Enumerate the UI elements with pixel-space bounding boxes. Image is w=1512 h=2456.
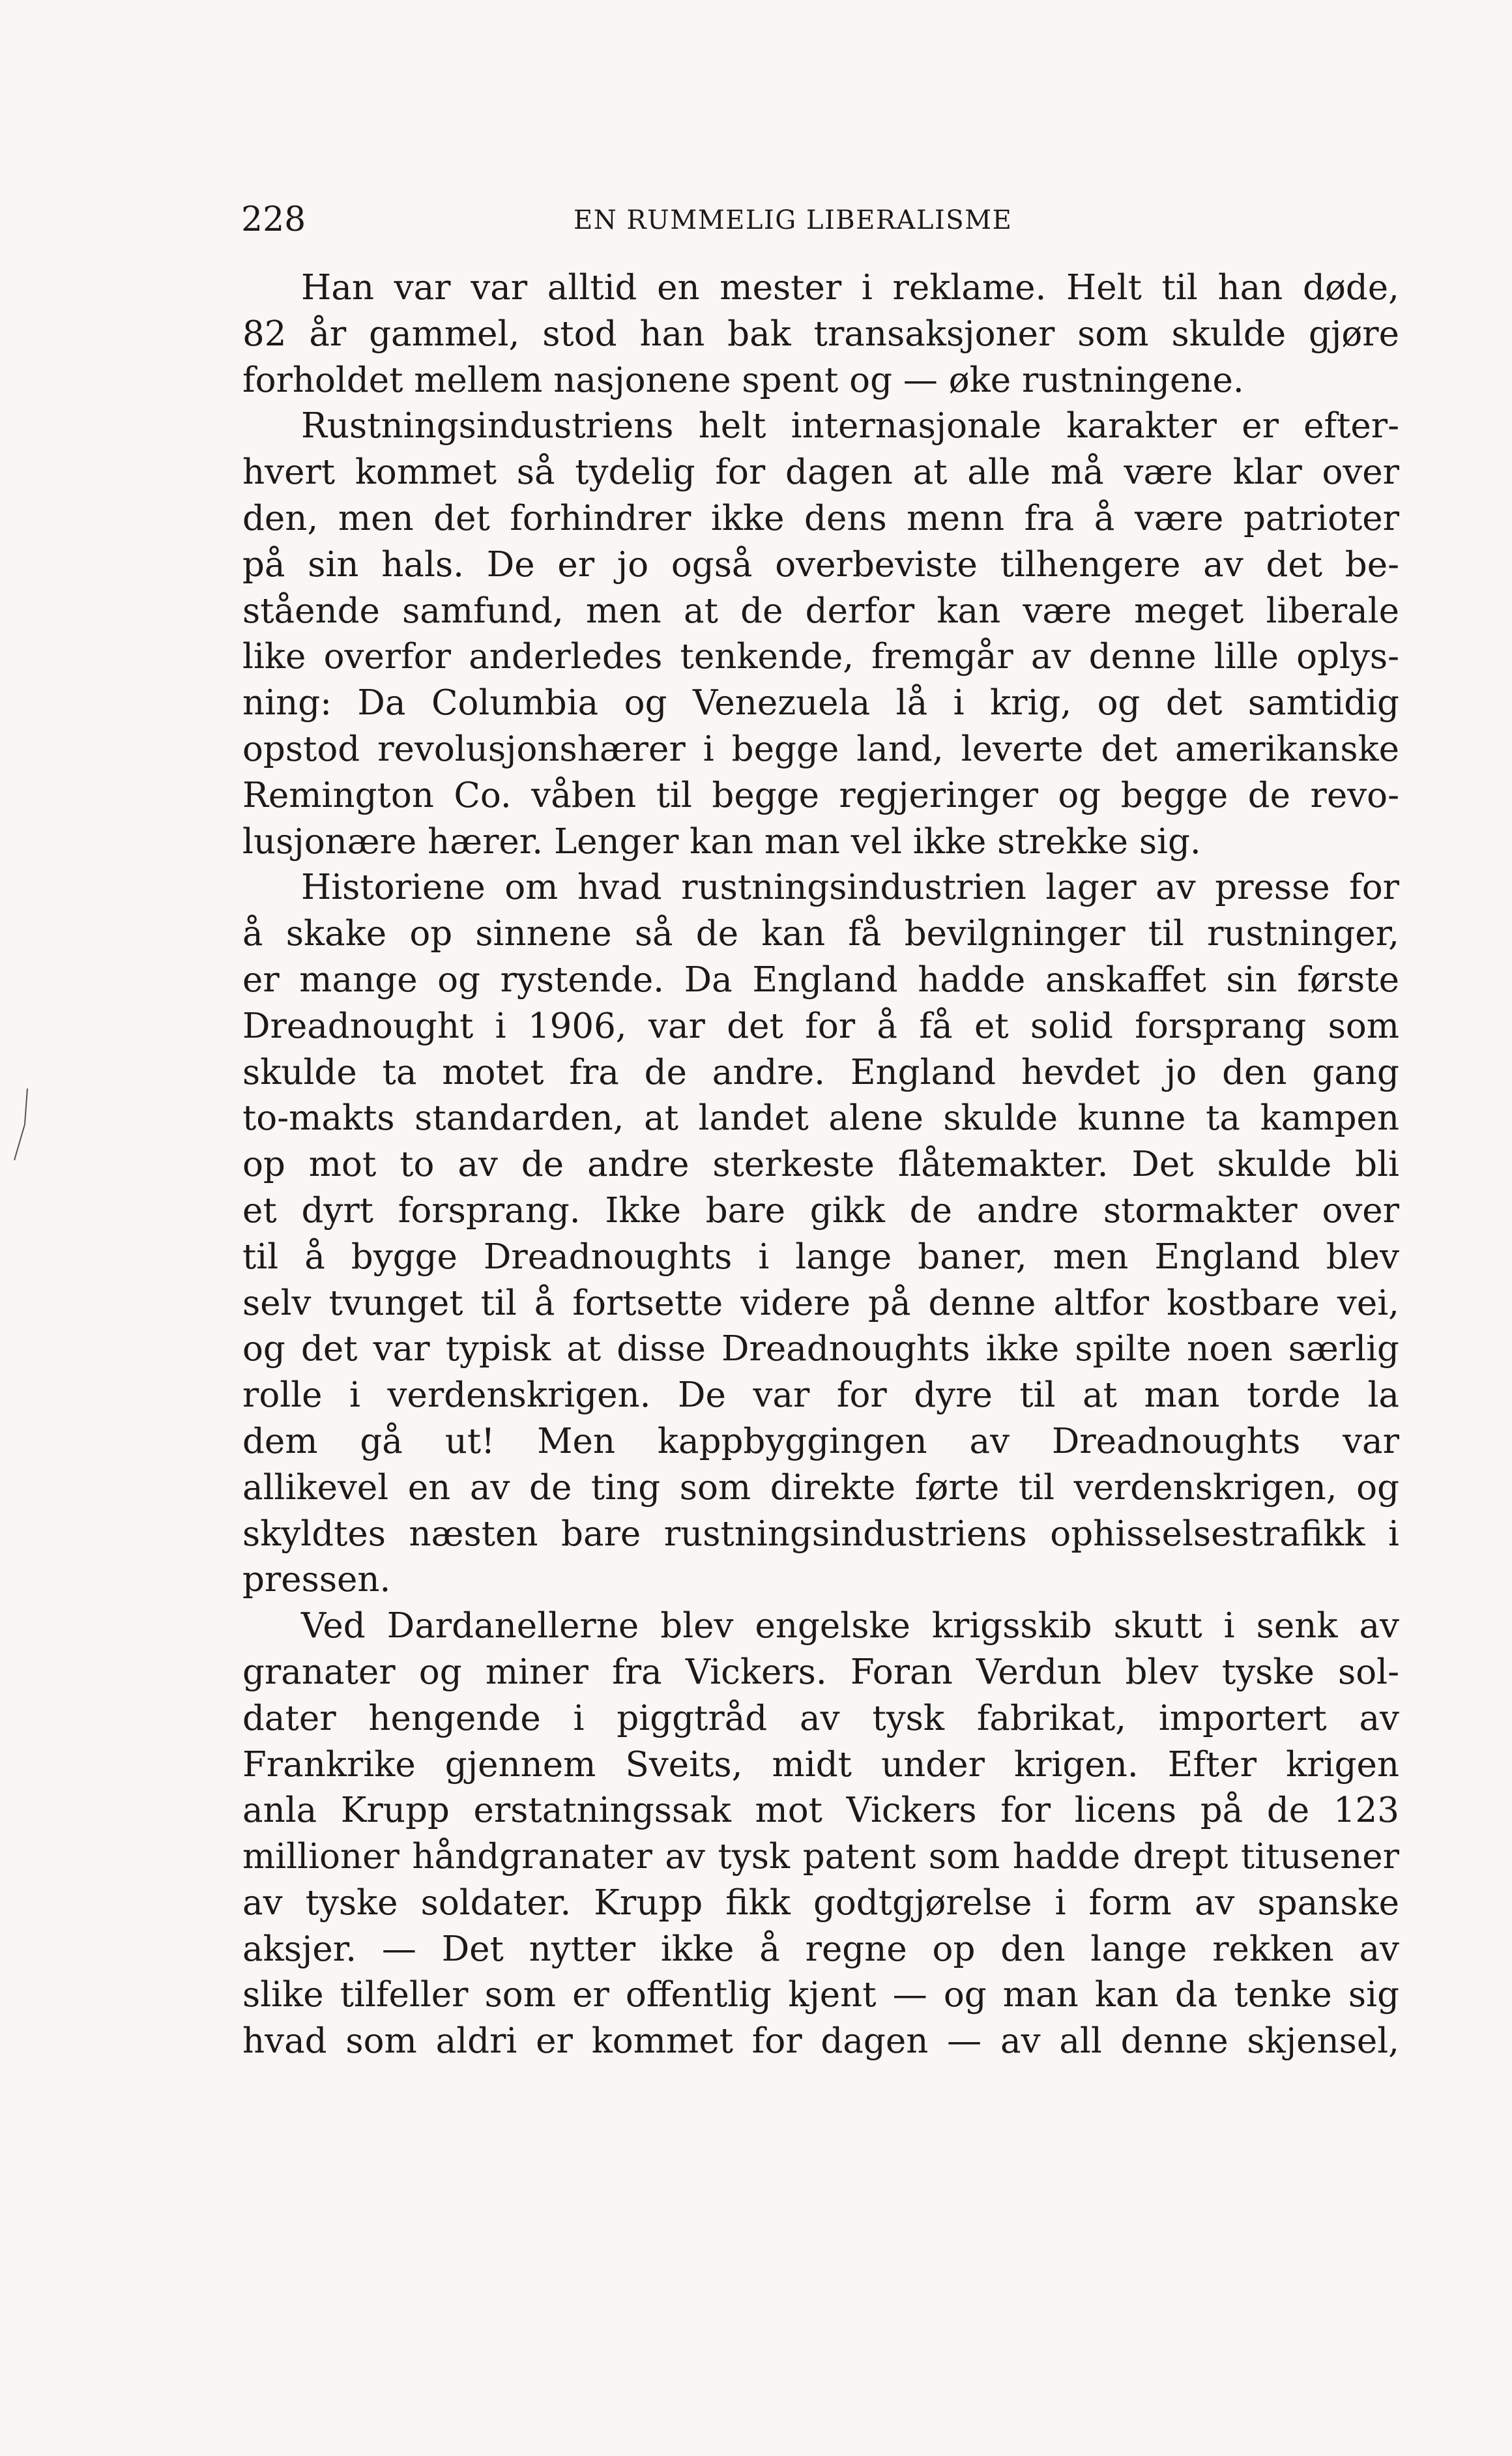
text-line: og det var typisk at disse Dreadnoughts ikke spilte noen særlig [242,1329,1399,1369]
page-number: 228 [241,200,306,239]
running-head: EN RUMMELIG LIBERALISME [574,205,1013,235]
text-line: Remington Co. våben til begge regjeringer og begge de revo- [242,775,1399,815]
text-line: Dreadnought i 1906, var det for å få et solid forsprang som [242,1006,1399,1046]
text-line: granater og miner fra Vickers. Foran Verdun blev tyske sol- [242,1652,1399,1692]
text-line: forholdet mellem nasjonene spent og — øke rustningene. [242,360,1244,400]
text-line: å skake op sinnene så de kan få bevilgninger til rustninger, [242,914,1399,954]
body-text [242,265,1399,2065]
text-line: millioner håndgranater av tysk patent som hadde drept titusener [242,1837,1399,1877]
text-line: slike tilfeller som er offentlig kjent — og man kan da tenke sig [242,1975,1399,2015]
text-line: Frankrike gjennem Sveits, midt under krigen. Efter krigen [242,1744,1399,1785]
text-line: den, men det forhindrer ikke dens menn fra å være patrioter [242,498,1399,538]
text-line: skulde ta motet fra de andre. England hevdet jo den gang [242,1052,1399,1092]
text-line: aksjer. — Det nytter ikke å regne op den lange rekken av [242,1929,1399,1969]
text-line: allikevel en av de ting som direkte førte til verdenskrigen, og [242,1467,1399,1508]
text-line: Historiene om hvad rustningsindustrien lager av presse for [301,868,1399,908]
text-line: Ved Dardanellerne blev engelske krigsskib skutt i senk av [301,1606,1399,1646]
text-line: av tyske soldater. Krupp fikk godtgjørelse i form av spanske [242,1882,1399,1923]
text-line: Han var var alltid en mester i reklame. Helt til han døde, [301,268,1399,308]
text-line: ning: Da Columbia og Venezuela lå i krig, og det samtidig [242,683,1399,724]
text-line: lusjonære hærer. Lenger kan man vel ikke strekke sig. [242,821,1201,862]
text-line: på sin hals. De er jo også overbeviste tilhengere av det be- [242,544,1399,585]
text-line: 82 år gammel, stod han bak transaksjoner som skulde gjøre [242,314,1399,354]
text-line: dem gå ut! Men kappbyggingen av Dreadnoughts var [242,1421,1399,1461]
text-line: dater hengende i piggtråd av tysk fabrikat, importert av [242,1698,1399,1738]
text-line: pressen. [242,1560,391,1600]
text-line: to-makts standarden, at landet alene skulde kunne ta kampen [242,1098,1399,1139]
text-line: til å bygge Dreadnoughts i lange baner, men England blev [242,1236,1399,1277]
text-line: op mot to av de andre sterkeste flåtemakter. Det skulde bli [242,1145,1399,1185]
text-line: anla Krupp erstatningssak mot Vickers for licens på de 123 [242,1791,1399,1831]
text-line: opstod revolusjonshærer i begge land, leverte det amerikanske [242,729,1399,769]
text-line: rolle i verdenskrigen. De var for dyre til at man torde la [242,1375,1399,1416]
text-line: skyldtes næsten bare rustningsindustriens ophisselsestrafikk i [242,1513,1399,1554]
text-line: like overfor anderledes tenkende, fremgår av denne lille oplys- [242,637,1399,677]
text-line: Rustningsindustriens helt internasjonale karakter er efter- [301,406,1399,446]
text-line: selv tvunget til å fortsette videre på denne altfor kostbare vei, [242,1283,1399,1323]
text-line: hvad som aldri er kommet for dagen — av all denne skjensel, [242,2021,1399,2062]
text-line: et dyrt forsprang. Ikke bare gikk de andre stormakter over [242,1190,1399,1231]
margin-pencil-mark [8,1085,34,1163]
text-line: stående samfund, men at de derfor kan være meget liberale [242,591,1399,631]
text-line: er mange og rystende. Da England hadde anskaffet sin første [242,959,1399,1000]
text-line: hvert kommet så tydelig for dagen at alle må være klar over [242,452,1399,493]
